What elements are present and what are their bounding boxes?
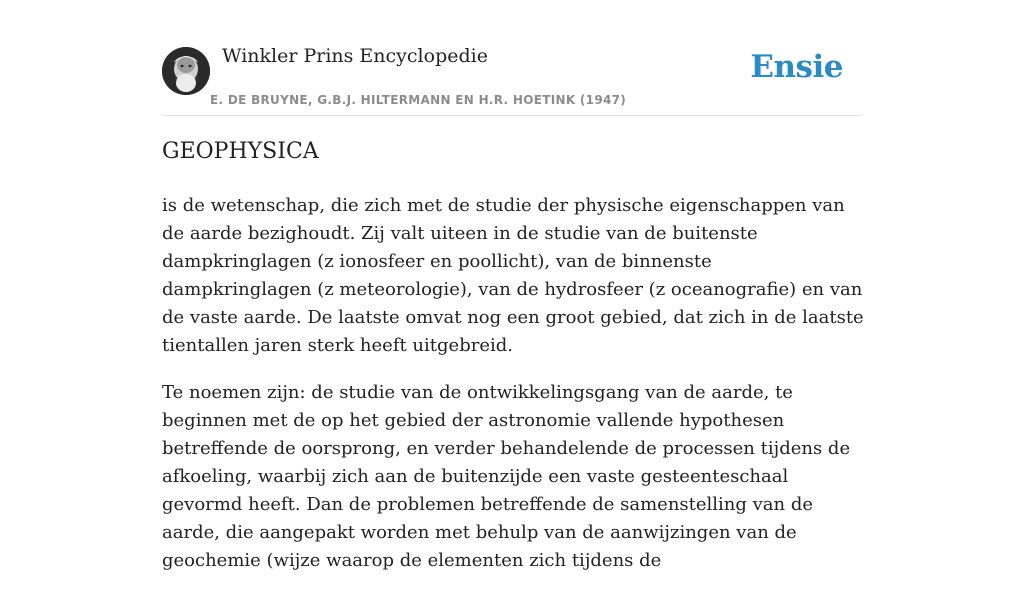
author-avatar xyxy=(162,47,210,95)
article-paragraph: Te noemen zijn: de studie van de ontwikkelingsgang van de aarde, te beginnen met de op het gebied der astronomie vallende hypothesen betreffende de oorsprong, en verder behandelende de processen tijdens de afkoeling, waarbij zich aan de buitenzijde een vaste gesteenteschaal gevormd heeft. Dan de problemen betreffende de samenstelling van de aarde, die aangepakt worden met behulp van de aanwijzingen van de geochemie (wijze waarop de elementen zich tijdens de xyxy=(162,382,851,571)
author-portrait-icon xyxy=(162,47,210,95)
source-authors: E. DE BRUYNE, G.B.J. HILTERMANN EN H.R. HOETINK (1947) xyxy=(210,93,627,107)
article-body xyxy=(162,192,866,594)
source-title[interactable]: Winkler Prins Encyclopedie xyxy=(222,45,488,67)
article-paragraph: is de wetenschap, die zich met de studie der physische eigenschappen van de aarde bezighoudt. Zij valt uiteen in de studie van de buitenste dampkringlagen (z ionosfeer en poollicht), van de binnenste dampkringlagen (z meteorologie), van de hydrosfeer (z oceanografie) en van de vaste aarde. De laatste omvat nog een groot gebied, dat zich in de laatste tientallen jaren sterk heeft uitgebreid. xyxy=(162,195,864,356)
article-title: GEOPHYSICA xyxy=(162,139,319,164)
header-divider xyxy=(162,115,862,116)
site-logo[interactable]: Ensie xyxy=(750,49,843,85)
